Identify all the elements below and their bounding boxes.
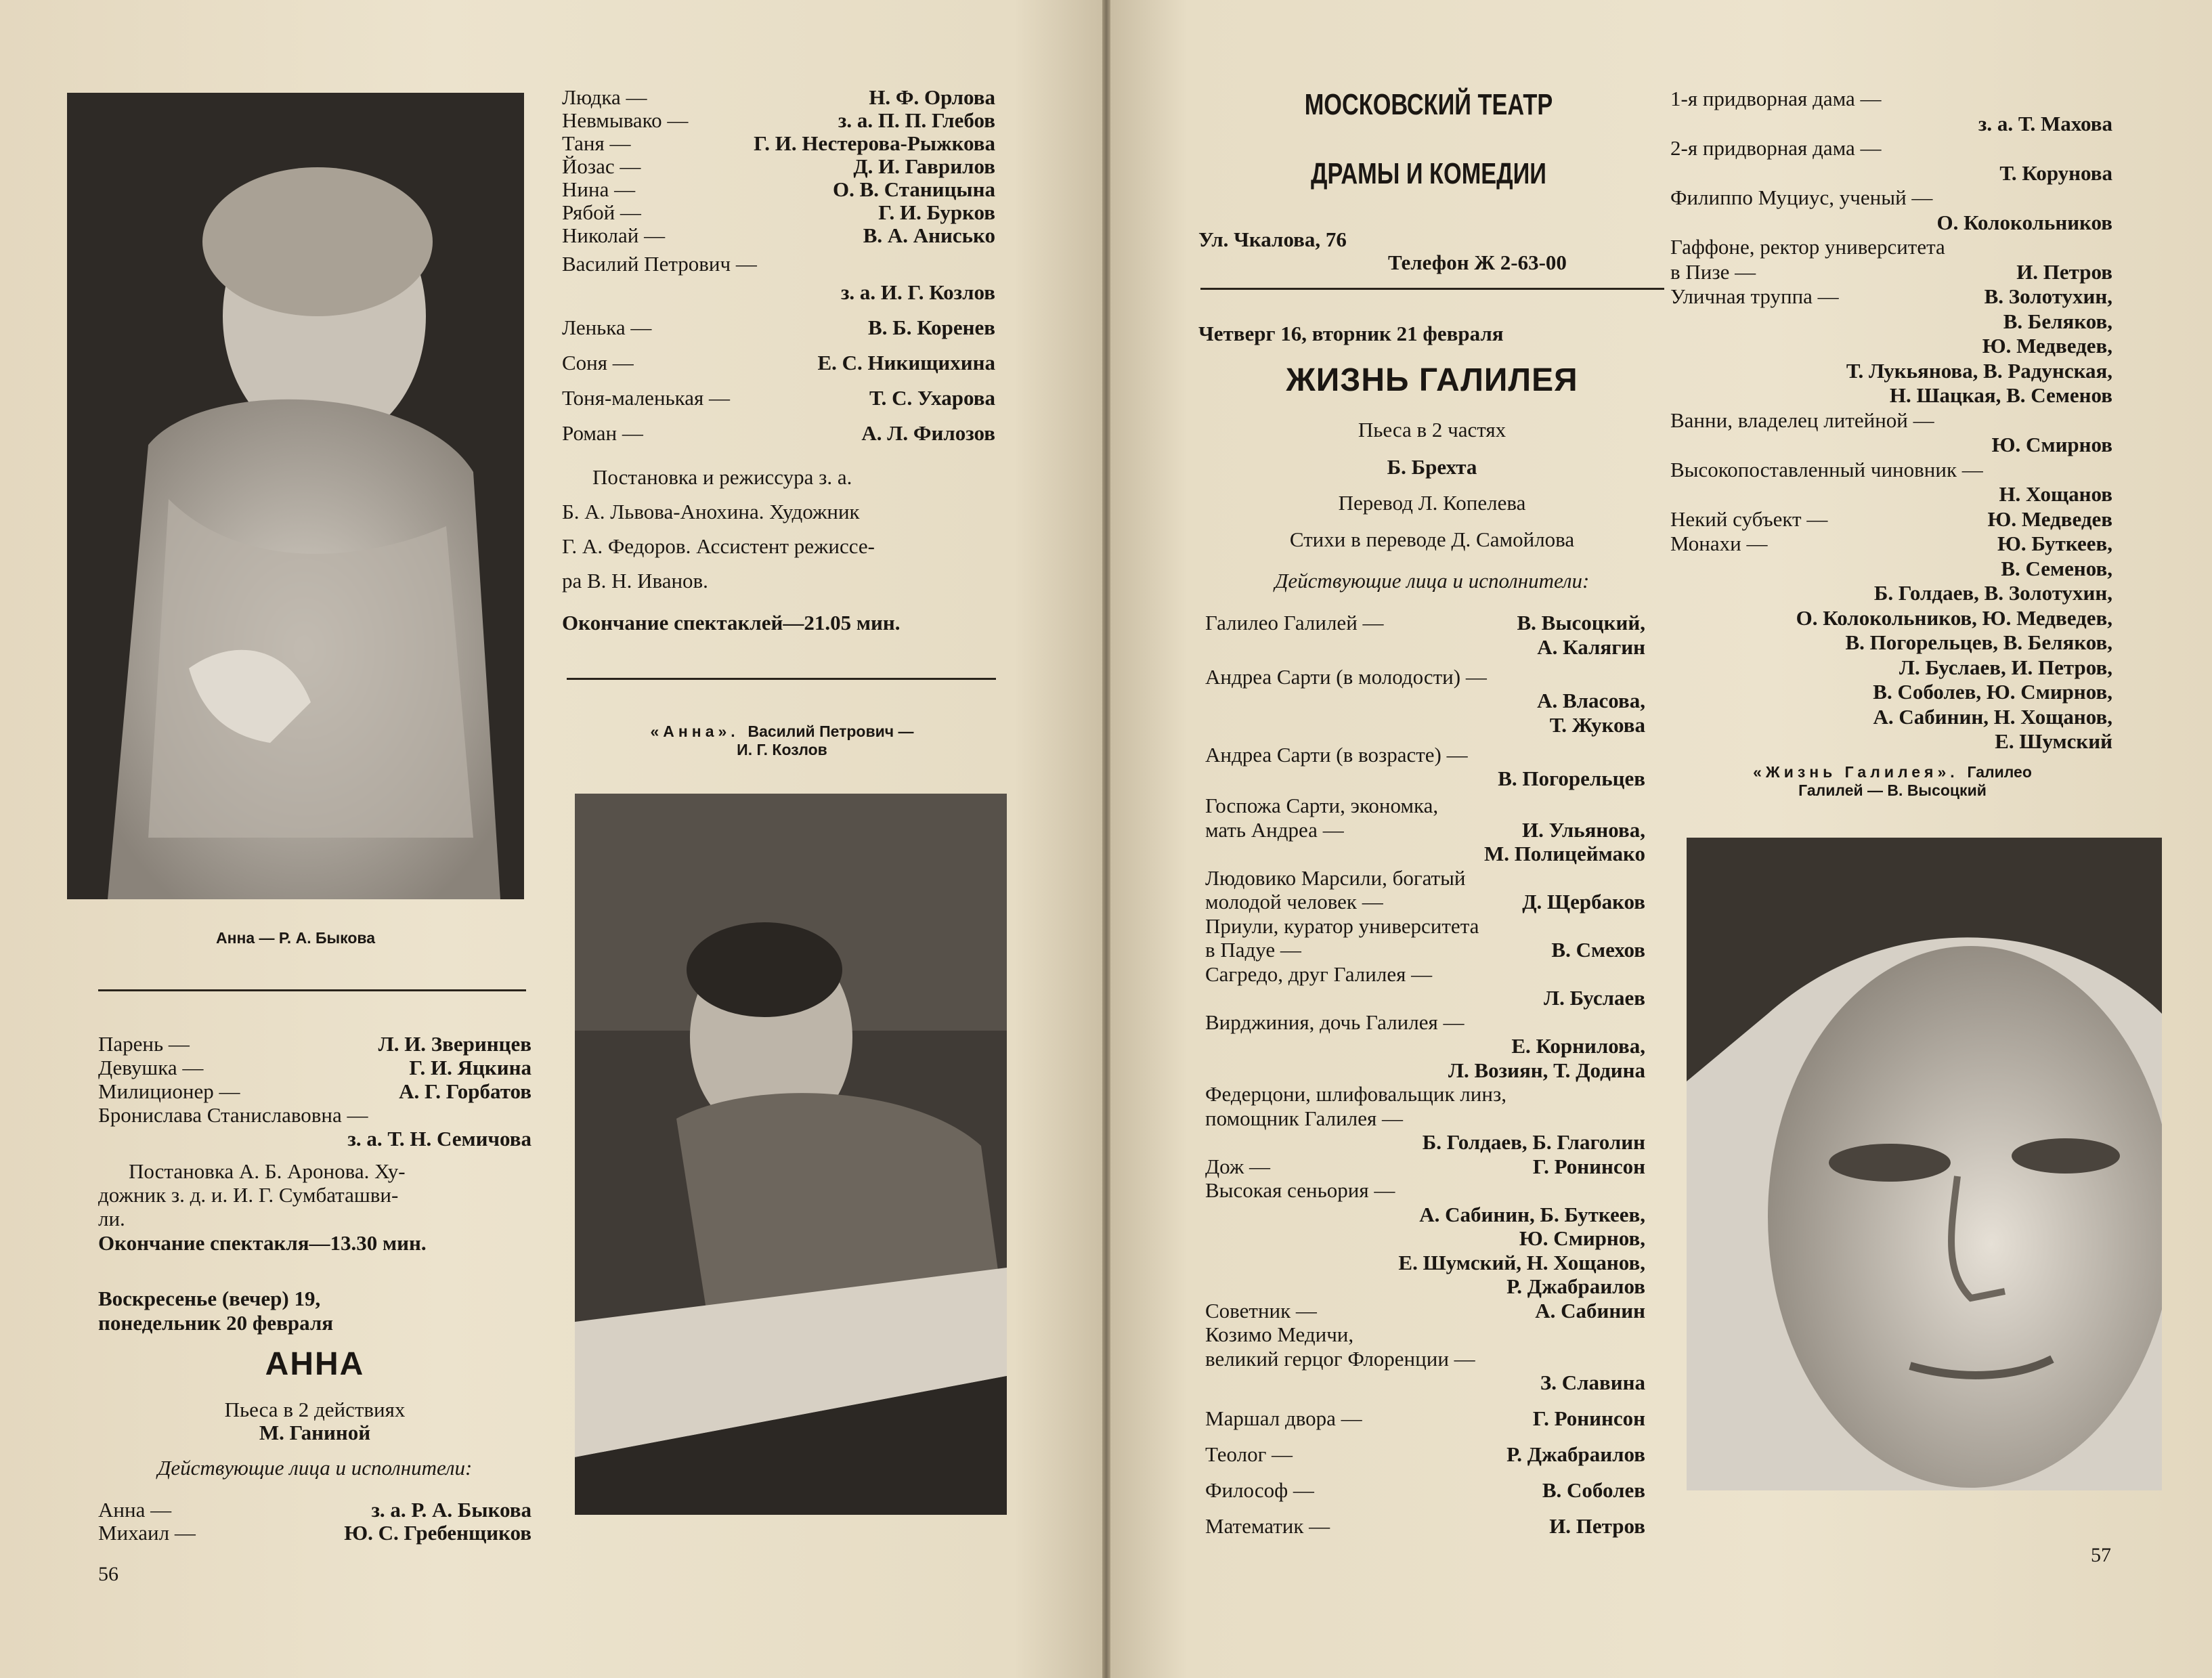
cast-actor: з. а. Т. Махова	[1978, 111, 2112, 135]
cast-role: Галилео Галилей —	[1205, 611, 1384, 634]
cast-heading-anna: Действующие лица и исполнители:	[157, 1456, 473, 1480]
cast-actor: Р. Джабраилов	[1506, 1442, 1645, 1466]
cast-actor: И. Петров	[2016, 259, 2112, 284]
cast-role: Людка —	[562, 85, 647, 109]
caption-text: Василий Петрович —	[747, 723, 914, 740]
cast-heading: Действующие лица и исполнители:	[1274, 569, 1590, 593]
title-anna: АННА	[265, 1346, 365, 1382]
photo-vysotsky	[1687, 838, 2162, 1490]
ending-time-mid: Окончание спектакля—13.30 мин.	[98, 1231, 427, 1255]
right-page	[1110, 0, 2212, 1678]
cast-actor: В. Б. Коренев	[868, 316, 995, 339]
cast-actor: Б. Голдаев, В. Золотухин,	[1873, 581, 2112, 605]
cast-actor: А. Калягин	[1537, 634, 1645, 659]
cast-role: Йозас —	[562, 154, 641, 178]
cast-role: Парень —	[98, 1032, 190, 1056]
author-anna: М. Ганиной	[259, 1421, 371, 1444]
cast-actor: Ю. Медведев,	[1982, 334, 2112, 358]
cast-actor: А. Г. Горбатов	[399, 1079, 532, 1103]
cast-role: Филиппо Муциус, ученый —	[1670, 186, 1933, 209]
cast-role: Высокая сеньория —	[1205, 1178, 1395, 1202]
cast-actor: Г. Ронинсон	[1532, 1406, 1645, 1430]
credits-line: ра В. Н. Иванов.	[562, 569, 708, 593]
performance-dates: Четверг 16, вторник 21 февраля	[1198, 322, 1504, 345]
cast-role: Приули, куратор университета	[1205, 913, 1479, 938]
cast-actor: О. Колокольников	[1936, 210, 2112, 234]
cast-actor: В. Соболев, Ю. Смирнов,	[1873, 680, 2112, 704]
credits-line: ли.	[98, 1207, 125, 1230]
cast-role: Роман —	[562, 421, 643, 445]
cast-actor: Ю. Смирнов	[1991, 433, 2112, 456]
credits-line: Б. А. Львова-Анохина. Художник	[562, 500, 860, 523]
play-translation: Перевод Л. Копелева	[1338, 491, 1526, 515]
cast-role: Гаффоне, ректор университета	[1670, 235, 1945, 259]
cast-role: Невмывако —	[562, 108, 689, 132]
left-page	[0, 0, 1102, 1678]
cast-actor: О. В. Станицына	[832, 177, 995, 201]
cast-actor: Ю. Смирнов,	[1519, 1226, 1645, 1250]
cast-role: великий герцог Флоренции —	[1205, 1346, 1475, 1371]
cast-role: Теолог —	[1205, 1442, 1293, 1466]
cast-role: Василий Петрович —	[562, 252, 757, 276]
cast-role: Монахи —	[1670, 532, 1768, 555]
cast-actor: А. Л. Филозов	[861, 421, 995, 445]
subtitle-anna: Пьеса в 2 действиях	[224, 1398, 406, 1421]
cast-role: Дож —	[1205, 1154, 1271, 1178]
caption-title: «Жизнь Галилея».	[1753, 763, 1959, 781]
cast-role: Маршал двора —	[1205, 1406, 1362, 1430]
cast-role: Рябой —	[562, 200, 641, 224]
play-author: Б. Брехта	[1387, 455, 1477, 479]
cast-actor: Т. Жукова	[1549, 712, 1645, 737]
cast-actor: Т. Корунова	[1999, 160, 2112, 185]
cast-role: в Пизе —	[1670, 259, 1756, 284]
cast-actor: з. а. Т. Н. Семичова	[347, 1127, 532, 1150]
play-title: ЖИЗНЬ ГАЛИЛЕЯ	[1286, 362, 1578, 398]
cast-role: Вирджиния, дочь Галилея —	[1205, 1010, 1465, 1034]
theatre-name-line1: МОСКОВСКИЙ ТЕАТР	[1304, 88, 1553, 121]
cast-role: в Падуе —	[1205, 938, 1301, 962]
cast-actor: Д. И. Гаврилов	[853, 154, 995, 178]
cast-actor: Б. Голдаев, Б. Глаголин	[1422, 1130, 1645, 1154]
divider	[1200, 288, 1664, 290]
cast-role: Андреа Сарти (в молодости) —	[1205, 664, 1487, 689]
cast-actor: Н. Хощанов	[1999, 482, 2112, 506]
cast-actor: Л. Буслаев	[1543, 986, 1645, 1010]
cast-role: Нина —	[562, 177, 636, 201]
cast-actor: В. Погорельцев	[1498, 767, 1645, 790]
page-number: 57	[2091, 1544, 2111, 1566]
cast-role: Девушка —	[98, 1056, 204, 1079]
caption-text: И. Г. Козлов	[737, 741, 827, 758]
photo-anna-bykova	[67, 93, 524, 899]
cast-actor: И. Ульянова,	[1521, 817, 1645, 842]
ending-time-top: Окончание спектаклей—21.05 мин.	[562, 611, 901, 634]
cast-role: Ленька —	[562, 316, 652, 339]
cast-actor: А. Власова,	[1537, 689, 1645, 712]
cast-actor: Л. И. Зверинцев	[378, 1032, 532, 1056]
cast-role: Некий субъект —	[1670, 507, 1828, 531]
cast-actor: З. Славина	[1540, 1371, 1645, 1394]
cast-actor: А. Сабинин, Н. Хощанов,	[1873, 704, 2112, 729]
cast-role: 2-я придворная дама —	[1670, 136, 1882, 160]
cast-role: Бронислава Станиславовна —	[98, 1103, 368, 1127]
cast-actor: В. Золотухин,	[1984, 284, 2112, 308]
cast-role: Высокопоставленный чиновник —	[1670, 457, 1983, 481]
cast-actor: Г. Ронинсон	[1532, 1154, 1645, 1178]
cast-actor: Т. Лукьянова, В. Радунская,	[1846, 358, 2112, 383]
theatre-name-line2: ДРАМЫ И КОМЕДИИ	[1311, 157, 1546, 190]
cast-actor: Ю. Медведев	[1987, 507, 2112, 531]
divider	[98, 989, 526, 991]
cast-actor: И. Петров	[1549, 1514, 1645, 1538]
cast-role: Соня —	[562, 351, 634, 374]
cast-actor: Ю. Буткеев,	[1997, 532, 2112, 555]
cast-role: Ванни, владелец литейной —	[1670, 408, 1934, 432]
cast-actor: В. Высоцкий,	[1517, 611, 1645, 634]
cast-actor: Н. Шацкая, В. Семенов	[1889, 383, 2112, 407]
cast-role: Математик —	[1205, 1514, 1330, 1538]
cast-role: Советник —	[1205, 1298, 1317, 1322]
cast-role: молодой человек —	[1205, 890, 1383, 913]
photo2-caption	[562, 723, 1002, 759]
cast-actor: В. Погорельцев, В. Беляков,	[1845, 630, 2112, 654]
cast-role: Уличная труппа —	[1670, 284, 1839, 308]
play-verses: Стихи в переводе Д. Самойлова	[1289, 528, 1575, 551]
cast-actor: Л. Возиян, Т. Додина	[1448, 1058, 1645, 1082]
cast-actor: Е. Шумский	[1995, 729, 2112, 753]
cast-actor: В. А. Анисько	[863, 223, 995, 247]
cast-actor: Г. И. Нестерова-Рыжкова	[754, 131, 995, 155]
photo3-caption	[1672, 763, 2112, 800]
cast-role: Сагредо, друг Галилея —	[1205, 962, 1433, 986]
cast-actor: з. а. П. П. Глебов	[838, 108, 995, 132]
credits-line: Постановка и режиссура з. а.	[592, 465, 852, 489]
theatre-address: Ул. Чкалова, 76	[1198, 228, 1347, 251]
cast-actor: Ю. С. Гребенщиков	[344, 1521, 532, 1545]
cast-actor: В. Соболев	[1542, 1478, 1645, 1502]
photo1-caption: Анна — Р. А. Быкова	[215, 929, 376, 947]
cast-actor: Л. Буслаев, И. Петров,	[1899, 655, 2112, 679]
cast-actor: В. Беляков,	[2003, 309, 2112, 333]
cast-role: Михаил —	[98, 1521, 196, 1545]
cast-role: Андреа Сарти (в возрасте) —	[1205, 742, 1468, 767]
book-gutter	[1102, 0, 1110, 1678]
cast-actor: А. Сабинин, Б. Буткеев,	[1419, 1202, 1645, 1226]
cast-role: Николай —	[562, 223, 666, 247]
photo-anna-kozlov	[575, 794, 1007, 1515]
cast-role: Федерцони, шлифовальщик линз,	[1205, 1082, 1506, 1106]
page-number: 56	[98, 1563, 118, 1585]
cast-actor: Д. Щербаков	[1522, 890, 1645, 913]
cast-role: Козимо Медичи,	[1205, 1322, 1354, 1346]
cast-actor: А. Сабинин	[1535, 1298, 1645, 1322]
caption-title: «Анна».	[650, 723, 739, 740]
cast-actor: В. Семенов,	[2001, 556, 2112, 580]
cast-role: Людовико Марсили, богатый	[1205, 865, 1466, 890]
cast-actor: Р. Джабраилов	[1506, 1274, 1645, 1298]
cast-role: Милиционер —	[98, 1079, 240, 1103]
cast-actor: Г. И. Яцкина	[409, 1056, 532, 1079]
cast-actor: О. Колокольников, Ю. Медведев,	[1796, 605, 2112, 630]
credits-line: Постановка А. Б. Аронова. Ху-	[129, 1159, 406, 1183]
caption-text: Галилей — В. Высоцкий	[1798, 781, 1987, 799]
cast-actor: Н. Ф. Орлова	[869, 85, 995, 109]
theatre-phone: Телефон Ж 2-63-00	[1388, 251, 1567, 274]
cast-actor: з. а. Р. А. Быкова	[371, 1498, 532, 1522]
cast-role: Философ —	[1205, 1478, 1314, 1502]
play-subtitle: Пьеса в 2 частях	[1358, 418, 1506, 442]
divider	[567, 678, 996, 680]
cast-role: мать Андреа —	[1205, 817, 1344, 842]
cast-role: помощник Галилея —	[1205, 1106, 1403, 1130]
cast-actor: Е. Корнилова,	[1511, 1034, 1645, 1058]
dates-anna: Воскресенье (вечер) 19,	[98, 1287, 321, 1310]
cast-role: Таня —	[562, 131, 631, 155]
cast-role: Госпожа Сарти, экономка,	[1205, 794, 1439, 817]
credits-line: дожник з. д. и. И. Г. Сумбаташви-	[98, 1183, 399, 1207]
caption-text: Галилео	[1967, 763, 2032, 781]
cast-role: Анна —	[98, 1498, 172, 1522]
dates-anna: понедельник 20 февраля	[98, 1311, 334, 1335]
cast-actor: Е. Шумский, Н. Хощанов,	[1398, 1250, 1645, 1274]
cast-role: Тоня-маленькая —	[562, 386, 731, 410]
cast-actor: В. Смехов	[1551, 938, 1645, 962]
cast-actor: Г. И. Бурков	[878, 200, 995, 224]
cast-role: 1-я придворная дама —	[1670, 87, 1882, 110]
cast-actor: Т. С. Ухарова	[869, 386, 995, 410]
cast-actor: Е. С. Никищихина	[817, 351, 995, 374]
cast-actor: з. а. И. Г. Козлов	[840, 280, 995, 304]
cast-actor: М. Полицеймако	[1483, 842, 1645, 865]
credits-line: Г. А. Федоров. Ассистент режиссе-	[562, 534, 875, 558]
